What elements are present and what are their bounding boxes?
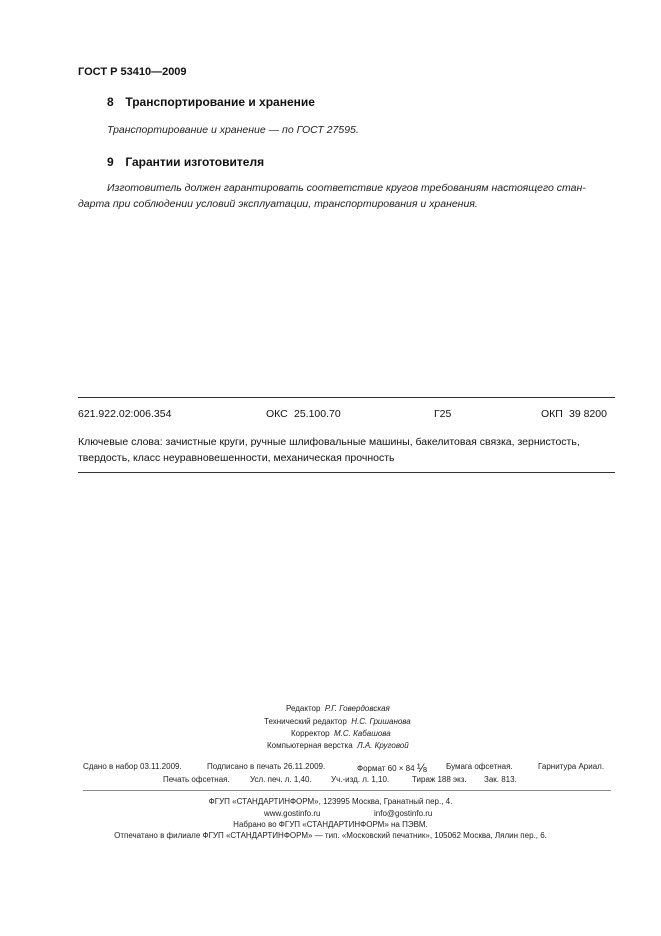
oks-code: 25.100.70 <box>294 408 341 420</box>
imprint-order: Зак. 813. <box>484 775 517 784</box>
credit-role: Технический редактор <box>264 717 347 726</box>
format-fraction: ⅛ <box>416 761 427 775</box>
okp-code: 39 8200 <box>569 408 607 420</box>
oks-label: ОКС <box>266 408 288 420</box>
imprint-typeface: Гарнитура Ариал. <box>538 762 605 771</box>
keywords <box>78 434 618 466</box>
format-text: Формат 60 × 84 <box>357 764 415 773</box>
credit-editor <box>286 704 390 713</box>
publisher-address: ФГУП «СТАНДАРТИНФОРМ», 123995 Москва, Гранатный пер., 4. <box>208 797 453 806</box>
imprint-paper: Бумага офсетная. <box>446 762 513 771</box>
credit-role: Редактор <box>286 704 321 713</box>
publisher-typeset: Набрано во ФГУП «СТАНДАРТИНФОРМ» на ПЭВМ. <box>233 820 428 829</box>
credit-name: М.С. Кабашова <box>333 729 391 738</box>
document-header: ГОСТ Р 53410—2009 <box>78 66 187 78</box>
section-8-number: 8 <box>107 95 114 109</box>
section-9-heading <box>107 155 264 169</box>
section-8-heading <box>107 95 315 109</box>
imprint-rule <box>83 790 611 791</box>
imprint-submitted: Сдано в набор 03.11.2009. <box>83 762 182 771</box>
imprint-signed: Подписано в печать 26.11.2009. <box>207 762 326 771</box>
okp-label: ОКП <box>541 408 563 420</box>
credit-name: Н.С. Гришанова <box>351 717 411 726</box>
publisher-website[interactable]: www.gostinfo.ru <box>264 809 321 818</box>
imprint-usl: Усл. печ. л. 1,40. <box>250 775 312 784</box>
credit-name: Л.А. Круговой <box>357 741 409 750</box>
imprint-tirazh: Тираж 188 экз. <box>412 775 467 784</box>
credit-corrector <box>291 729 391 738</box>
imprint-uch: Уч.-изд. л. 1,10. <box>331 775 390 784</box>
bottom-rule <box>78 472 615 473</box>
credit-role: Компьютерная верстка <box>267 741 353 750</box>
section-8-text: Транспортирование и хранение — по ГОСТ 27595. <box>107 124 359 136</box>
publisher-printed: Отпечатано в филиале ФГУП «СТАНДАРТИНФОРМ» — тип. «Московский печатник», 105062 Москва, Лялин пер., 6. <box>114 831 547 840</box>
imprint-print: Печать офсетная. <box>163 775 230 784</box>
group-code: Г25 <box>434 408 452 420</box>
section-8-title: Транспортирование и хранение <box>125 95 315 109</box>
credit-role: Корректор <box>291 729 330 738</box>
section-9-number: 9 <box>107 155 114 169</box>
top-rule <box>78 397 615 398</box>
keywords-line2: твердость, класс неуравновешенности, механическая прочность <box>78 452 395 464</box>
section-9-text-line2: дарта при соблюдении условий эксплуатации, транспортирования и хранения. <box>78 198 478 210</box>
section-9-text-line1: Изготовитель должен гарантировать соответствие кругов требованиям настоящего стан- <box>107 182 586 194</box>
credit-layout <box>267 741 409 750</box>
classification-codes <box>78 408 615 422</box>
imprint-format <box>357 760 427 774</box>
udk-code: 621.922.02:006.354 <box>78 408 172 420</box>
credit-name: Р.Г. Говердовская <box>324 704 390 713</box>
publisher-email[interactable]: info@gostinfo.ru <box>374 809 433 818</box>
section-9-title: Гарантии изготовителя <box>125 155 265 169</box>
credit-tech-editor <box>264 717 411 726</box>
keywords-line1: Ключевые слова: зачистные круги, ручные шлифовальные машины, бакелитовая связка, зернистость, <box>78 436 580 448</box>
